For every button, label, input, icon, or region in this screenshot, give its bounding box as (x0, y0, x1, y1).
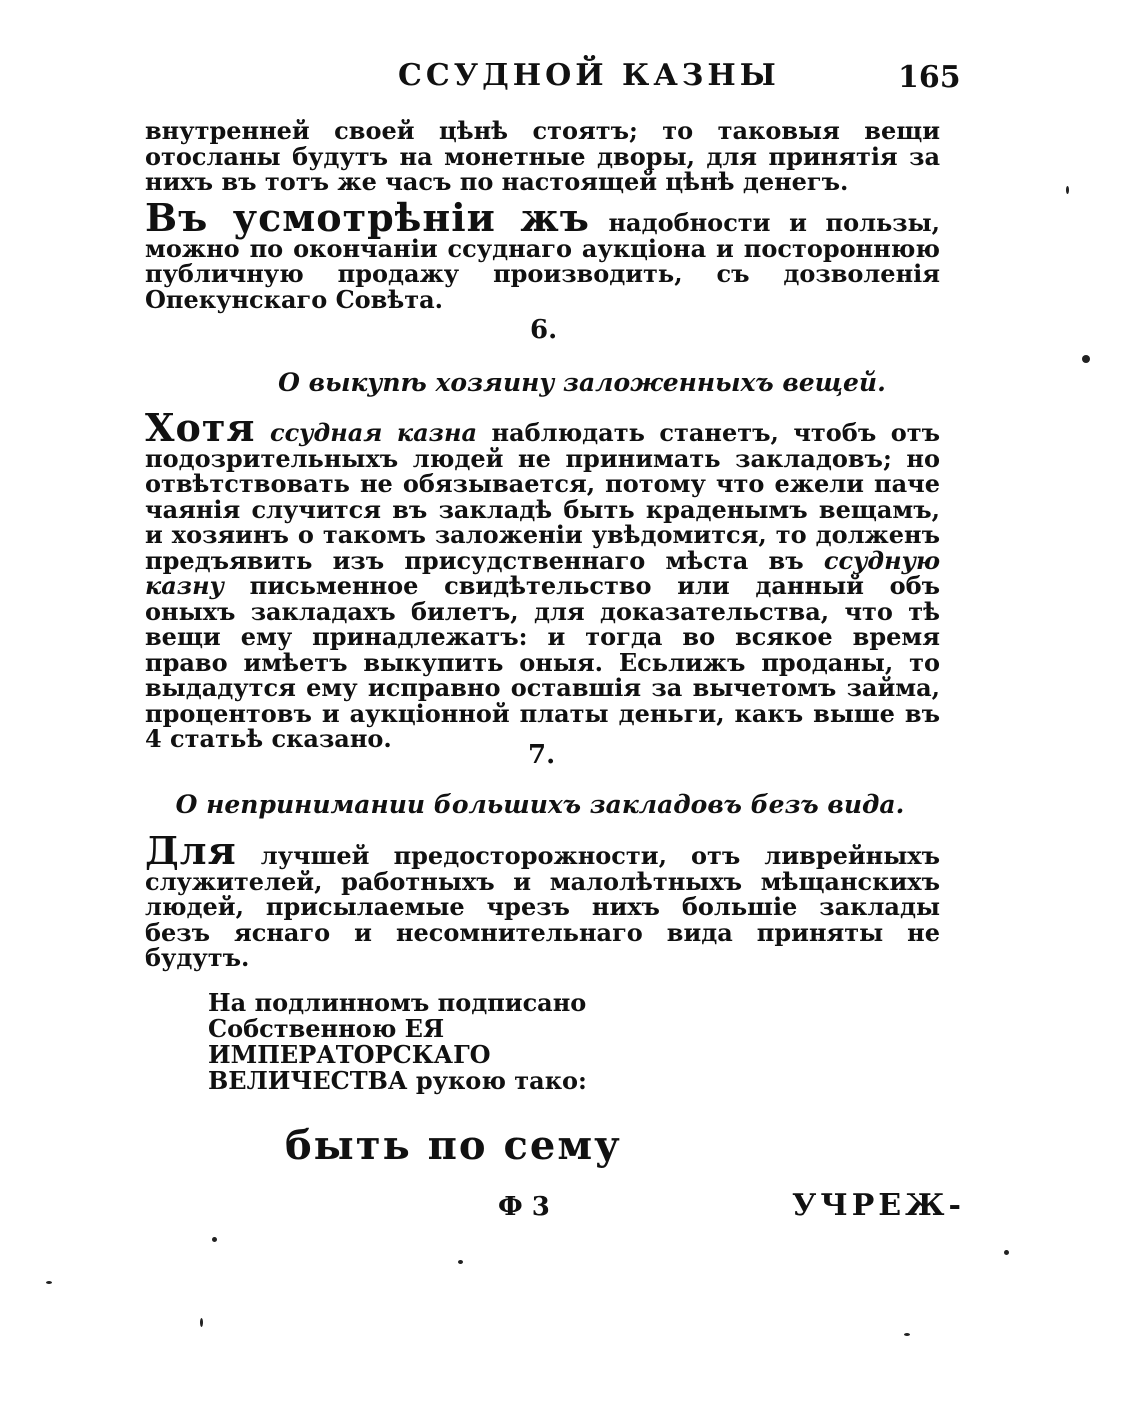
paragraph-inspection (145, 195, 941, 314)
section-heading-7: О непринимании большихъ закладовъ безъ вида. (175, 790, 905, 819)
running-head: ССУДНОЙ КАЗНЫ (398, 58, 780, 93)
scan-speck (212, 1237, 217, 1242)
paragraph-text: наблюдать станетъ, чтобъ отъ подозрительныхъ людей не принимать закладовъ; но отвѣтствовать не обязывается, потому что ежели паче чаянія случится въ закладѣ быть краденымъ вещамъ, и хозяинъ о такомъ заложеніи увѣдомится, то долженъ предъявить изъ присудственнаго мѣста въ (145, 418, 941, 575)
section-number-7: 7. (528, 740, 556, 770)
section-number-6: 6. (530, 315, 558, 345)
scan-speck (1066, 186, 1069, 194)
paragraph-continuation (145, 118, 940, 195)
page-number: 165 (898, 60, 961, 95)
paragraph-initial-word: Хотя (145, 405, 256, 450)
scan-speck (458, 1260, 463, 1264)
imperial-assent: быть по сему (285, 1122, 622, 1169)
scan-speck (200, 1318, 203, 1327)
paragraph-text: лучшей предосторожности, отъ ливрейныхъ служителей, работныхъ и малолѣтныхъ мѣщанскихъ людей, присылаемые чрезъ нихъ большіе заклады безъ яснаго и несомнительнаго вида приняты не будутъ. (145, 841, 941, 972)
scan-speck (1004, 1250, 1009, 1255)
signature-mark: Ф 3 (498, 1192, 550, 1222)
paragraph-redemption (145, 405, 941, 753)
scan-speck (1082, 355, 1090, 363)
scan-speck (904, 1333, 910, 1336)
section-heading-6: О выкупѣ хозяину заложенныхъ вещей. (278, 368, 886, 397)
paragraph-italic-term: ссудную казну (145, 545, 940, 600)
scan-speck (46, 1281, 52, 1284)
paragraph-italic-term: ссудная казна (269, 418, 478, 447)
signature-note: На подлинномъ подписано Собственною ЕЯ ИМПЕРАТОРСКАГО ВЕЛИЧЕСТВА рукою тако: (208, 988, 587, 1095)
paragraph-text: внутренней своей цѣнѣ стоятъ; то таковыя вещи отосланы будутъ на монетные дворы, для принятія за нихъ въ тотъ же часъ по настоящей цѣнѣ денегъ. (145, 116, 940, 196)
paragraph-initial-word: Въ усмотрѣніи жъ (145, 195, 590, 240)
paragraph-text: письменное свидѣтельство или данный объ оныхъ закладахъ билетъ, для доказательства, что тѣ вещи ему принадлежатъ: и тогда во всякое время право имѣетъ выкупить оныя. Есьлижъ проданы, то выдадутся ему исправно оставшія за вычетомъ займа, процентовъ и аукціонной платы деньги, какъ выше въ 4 статьѣ сказано. (145, 571, 940, 753)
paragraph-initial-word: Для (145, 828, 237, 873)
paragraph-precaution (145, 828, 941, 972)
catchword: УЧРЕЖ- (792, 1188, 965, 1223)
paragraph-text: надобности и пользы, можно по окончаніи ссуднаго аукціона и постороннюю публичную продажу производить, съ дозволенія Опекунскаго Совѣта. (145, 208, 941, 314)
